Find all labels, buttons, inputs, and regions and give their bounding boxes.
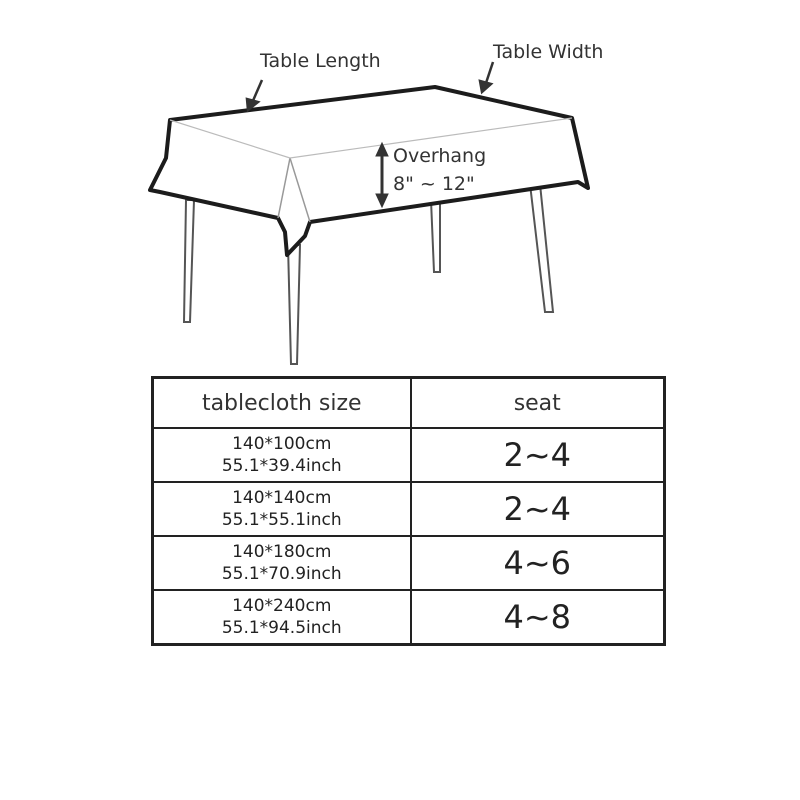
seat-cell [411,428,665,482]
table-width-label: Table Width [493,41,604,63]
table-diagram [0,0,800,370]
table-length-label: Table Length [260,50,381,72]
seat-value: 2~4 [503,436,572,474]
size-cell [153,536,411,590]
size-cell [153,428,411,482]
seat-value: 4~6 [503,544,572,582]
size-cell [153,590,411,645]
table-header-row [153,378,665,429]
seat-cell [411,590,665,645]
table-row [153,482,665,536]
table-row [153,428,665,482]
seat-value: 2~4 [503,490,572,528]
size-inch: 55.1*55.1inch [221,510,342,530]
back-right-leg [530,184,553,312]
header-tablecloth-size: tablecloth size [153,378,411,429]
size-cm: 140*180cm [232,542,332,562]
overhang-label: Overhang [393,145,487,167]
front-right-leg [288,245,300,364]
size-chart-table [151,376,666,646]
table-row [153,536,665,590]
seat-value: 4~8 [503,598,572,636]
tablecloth-outline [150,87,588,255]
overhang-range-label: 8" ~ 12" [393,173,475,195]
tablecloth [150,87,588,255]
size-inch: 55.1*94.5inch [221,618,342,638]
size-cm: 140*240cm [232,596,332,616]
width-pointer-head [480,81,491,92]
size-cell [153,482,411,536]
size-cm: 140*100cm [232,434,332,454]
size-inch: 55.1*70.9inch [221,564,342,584]
header-seat: seat [411,378,665,429]
size-inch: 55.1*39.4inch [221,456,342,476]
table-row [153,590,665,645]
size-cm: 140*140cm [232,488,332,508]
front-left-leg [184,200,194,322]
back-middle-leg [431,200,440,272]
seat-cell [411,482,665,536]
seat-cell [411,536,665,590]
